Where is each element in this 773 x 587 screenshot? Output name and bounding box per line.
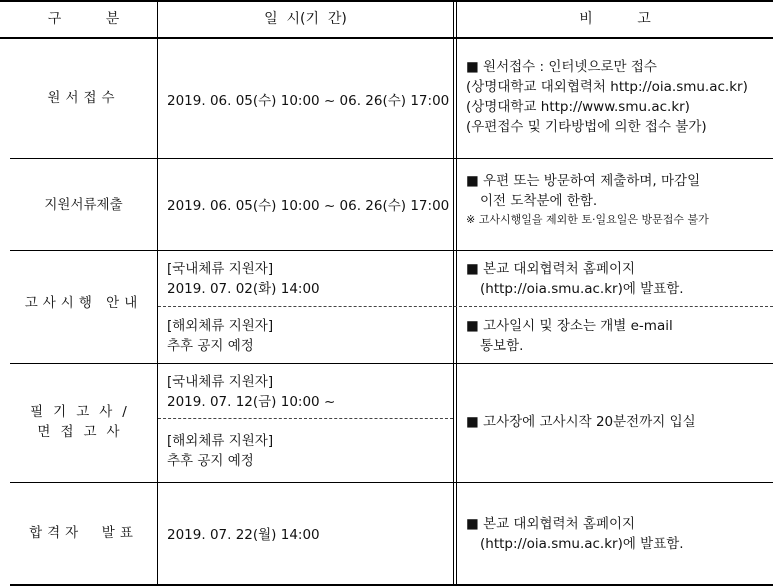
application-notes: ■ 원서접수 : 인터넷으로만 접수 (상명대학교 대외협력처 http://oia.smu.ac.kr) (상명대학교 http://www.smu.ac.kr) (우편접수 및 기타방법에 의한 접수 불가) <box>466 59 748 135</box>
documents-period: 2019. 06. 05(수) 10:00 ~ 06. 26(수) 17:00 <box>167 198 450 214</box>
row-label-written-exam: 필기고사/ 면접고사 <box>30 404 137 440</box>
sub-row-divider <box>158 418 453 419</box>
table-top-border <box>0 0 773 2</box>
header-bottom-border <box>0 37 773 39</box>
exam-notice-domestic: [국내체류 지원자] 2019. 07. 02(화) 14:00 <box>167 261 320 297</box>
written-exam-overseas: [해외체류 지원자] 추후 공지 예정 <box>167 433 274 469</box>
row-label-result: 합격자 발표 <box>29 525 138 541</box>
exam-notice-overseas: [해외체류 지원자] 추후 공지 예정 <box>167 318 274 354</box>
exam-notice-note-homepage: ■ 본교 대외협력처 홈페이지 (http://oia.smu.ac.kr)에 발표함. <box>466 261 684 297</box>
row-label-exam-notice: 고사시행 안내 <box>24 295 143 311</box>
row-divider <box>10 250 773 251</box>
row-divider <box>10 158 773 159</box>
documents-notes: ■ 우편 또는 방문하여 제출하며, 마감일 이전 도착분에 한함. ※ 고사시행일을 제외한 토·일요일은 방문접수 불가 <box>466 173 709 226</box>
header-remarks: 비 고 <box>579 11 651 27</box>
row-divider <box>10 363 773 364</box>
written-exam-note: ■ 고사장에 고사시작 20분전까지 입실 <box>466 414 696 430</box>
result-period: 2019. 07. 22(월) 14:00 <box>167 527 320 543</box>
column-divider <box>453 0 454 586</box>
header-period: 일 시(기 간) <box>264 11 347 27</box>
result-notes: ■ 본교 대외협력처 홈페이지 (http://oia.smu.ac.kr)에 발표함. <box>466 516 684 552</box>
row-label-documents: 지원서류제출 <box>44 197 123 213</box>
exam-notice-note-email: ■ 고사일시 및 장소는 개별 e-mail 통보함. <box>466 318 673 354</box>
column-divider <box>157 0 158 586</box>
header-category: 구 분 <box>47 11 120 27</box>
column-divider <box>456 0 457 586</box>
sub-row-divider <box>158 306 773 307</box>
written-exam-domestic: [국내체류 지원자] 2019. 07. 12(금) 10:00 ~ <box>167 374 336 410</box>
application-period: 2019. 06. 05(수) 10:00 ~ 06. 26(수) 17:00 <box>167 93 450 109</box>
table-bottom-border <box>10 584 773 586</box>
row-label-application: 원서접수 <box>47 90 120 106</box>
row-divider <box>10 482 773 483</box>
